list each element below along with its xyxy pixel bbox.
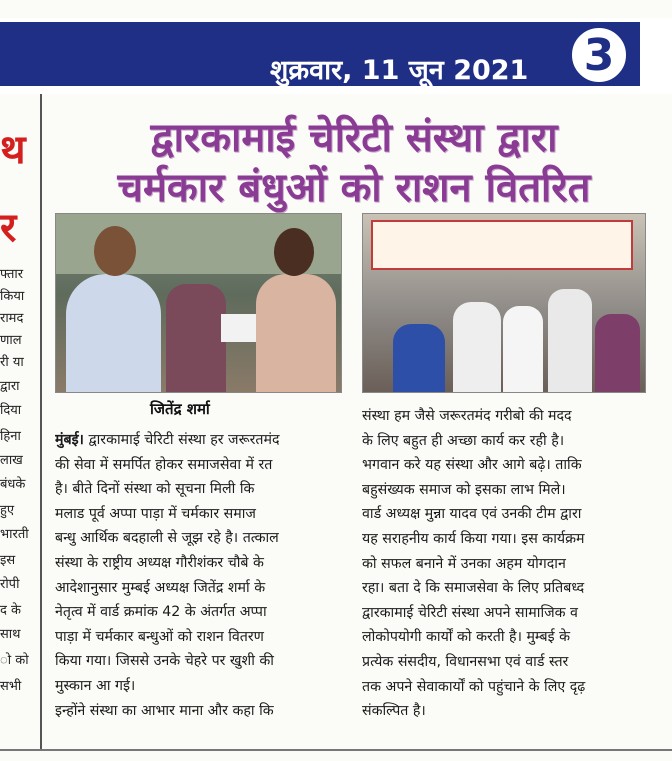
fragment-text: र [0, 205, 17, 251]
text-line: बन्धु आर्थिक बदहाली से जूझ रहे है। तत्काल [55, 530, 279, 547]
text-line: द्वारकामाई चेरिटी संस्था अपने सामाजिक व [362, 604, 578, 621]
person-figure [256, 274, 336, 392]
fragment-text: दिया [0, 403, 22, 418]
fragment-text: साथ [0, 627, 21, 642]
fragment-text: रोपी [0, 577, 20, 592]
text-line: वार्ड अध्यक्ष मुन्ना यादव एवं उनकी टीम द्वारा [362, 506, 582, 523]
fragment-text: थ [0, 127, 26, 173]
crowd-figure [166, 284, 226, 392]
text-line: नेतृत्व में वार्ड क्रमांक 42 के अंतर्गत अप्पा [55, 604, 267, 621]
fragment-text: णाल [0, 333, 22, 348]
fragment-text: किया [0, 289, 25, 304]
text-line: मलाड पूर्व अप्पा पाड़ा में चर्मकार समाज [55, 505, 256, 522]
organisation-banner [371, 220, 633, 270]
page-number-badge: 3 [568, 24, 630, 86]
text-line: मुस्कान आ गई। [55, 677, 136, 694]
text-line: की सेवा में समर्पित होकर समाजसेवा में रत [55, 456, 273, 473]
article-headline-line1: द्वारकामाई चेरिटी संस्था द्वारा [150, 115, 558, 161]
person-head [94, 226, 136, 276]
event-group-photo [362, 213, 646, 393]
issue-date: शुक्रवार, 11 जून 2021 [270, 55, 529, 86]
text-line: संकल्पित है। [362, 703, 426, 720]
text-line: को सफल बनाने में उनका अहम योगदान [362, 555, 566, 572]
fragment-text: द्वारा [0, 379, 20, 394]
article-byline: जितेंद्र शर्मा [150, 400, 210, 418]
text-line: संस्था के राष्ट्रीय अध्यक्ष गौरीशंकर चौबे के [55, 554, 264, 571]
article-column-1 [55, 428, 340, 723]
text-line: तक अपने सेवाकार्यों को पहुंचाने के लिए दृढ़ [362, 678, 586, 695]
person-figure [548, 289, 592, 392]
fragment-text: हिना [0, 429, 21, 444]
text-line: लोकोपयोगी कार्यों को करती है। मुम्बई के [362, 629, 571, 646]
text-line: बहुसंख्यक समाज को इसका लाभ मिले। [362, 481, 566, 498]
dateline: मुंबई। [55, 432, 84, 448]
text-line: संस्था हम जैसे जरूरतमंद गरीबो की मदद [362, 408, 572, 424]
person-figure [66, 274, 161, 392]
text-line: भगवान करे यह संस्था और आगे बढ़े। ताकि [362, 457, 582, 474]
fragment-text: भारती [0, 527, 29, 542]
fragment-text: द के [0, 603, 22, 618]
text-line: यह सराहनीय कार्य किया गया। इस कार्यक्रम [362, 530, 585, 547]
text-line-content: द्वारकामाई चेरिटी संस्था हर जरूरतमंद [88, 432, 280, 448]
person-figure [595, 314, 640, 392]
text-line [55, 428, 340, 453]
fragment-text: री या [0, 355, 24, 370]
person-figure [453, 302, 501, 392]
column-divider [40, 94, 42, 749]
text-line: रहा। बता दे कि समाजसेवा के लिए प्रतिबध्द [362, 580, 585, 597]
person-figure [393, 324, 445, 392]
text-line: आदेशानुसार मुम्बई अध्यक्ष जितेंद्र शर्मा के [55, 579, 266, 596]
adjacent-column-fragment [0, 94, 40, 754]
text-line: किया गया। जिससे उनके चेहरे पर खुशी की [55, 653, 274, 670]
text-line: है। बीते दिनों संस्था को सूचना मिली कि [55, 481, 255, 498]
article-headline-line2: चर्मकार बंधुओं को राशन वितरित [117, 165, 591, 211]
page-bottom-rule [0, 749, 672, 751]
fragment-text: हुए [0, 503, 15, 518]
person-figure [503, 306, 543, 392]
fragment-text: बंधके [0, 477, 26, 492]
ration-distribution-photo [55, 213, 342, 393]
article-column-2 [362, 404, 644, 724]
fragment-text: सभी [0, 679, 22, 694]
text-line: इन्होंने संस्था का आभार माना और कहा कि [55, 702, 274, 719]
fragment-text: फ्तार [0, 267, 24, 282]
person-head [274, 228, 314, 276]
fragment-text: रामद [0, 311, 24, 326]
fragment-text: ो को [0, 653, 29, 668]
fragment-text: इस [0, 553, 16, 568]
text-line: के लिए बहुत ही अच्छा कार्य कर रही है। [362, 432, 565, 449]
fragment-text: लाख [0, 453, 23, 468]
text-line: पाड़ा में चर्मकार बन्धुओं को राशन वितरण [55, 628, 264, 645]
text-line: प्रत्येक संसदीय, विधानसभा एवं वार्ड स्तर [362, 653, 569, 670]
